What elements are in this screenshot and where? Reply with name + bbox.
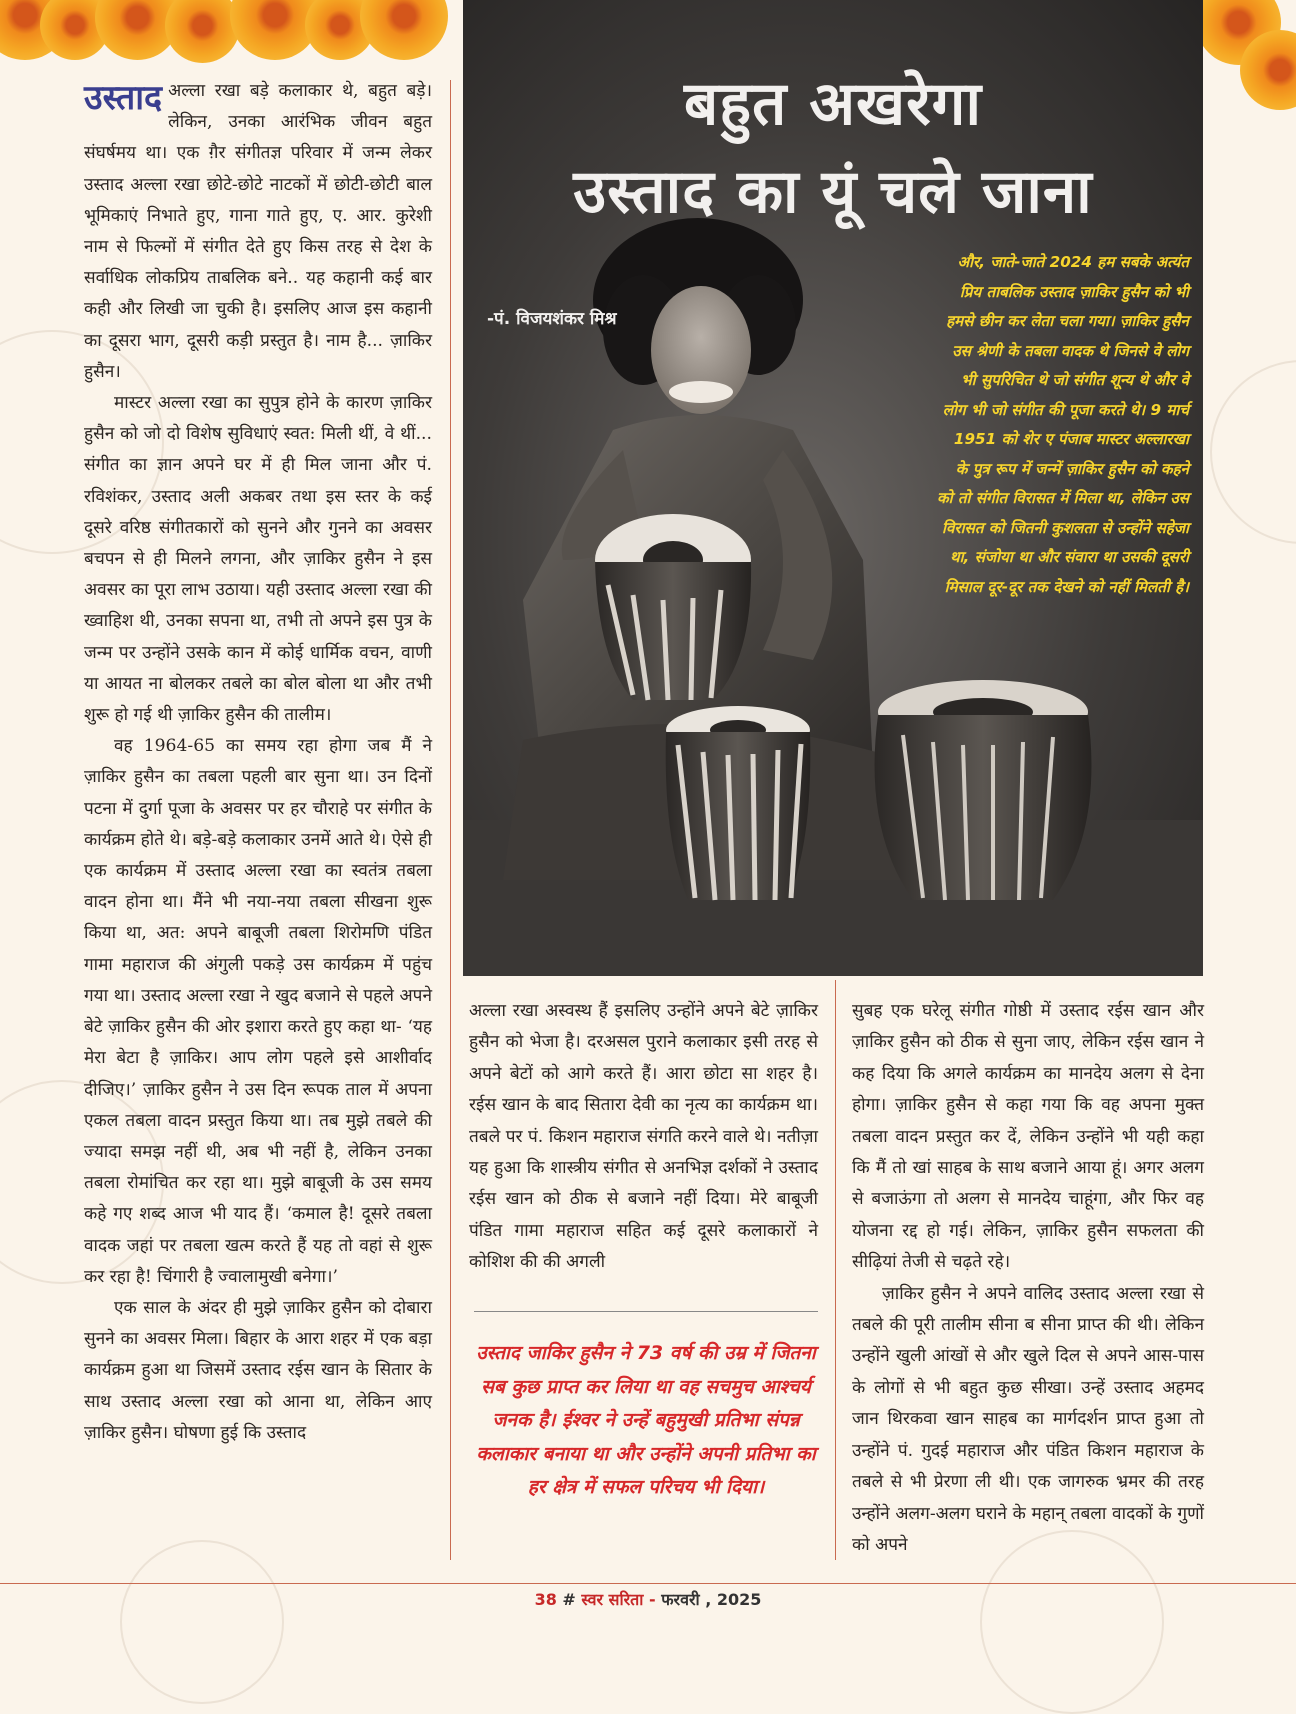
page-footer xyxy=(0,1588,1296,1610)
marigold-flower xyxy=(360,0,448,60)
issue-date: फरवरी , 2025 xyxy=(661,1590,762,1609)
left-article-column xyxy=(84,76,432,1449)
byline: -पं. विजयशंकर मिश्र xyxy=(487,309,617,329)
left-paragraph: उस्ताद अल्ला रखा बड़े कलाकार थे, बहुत बड़े। लेकिन, उनका आरंभिक जीवन बहुत संघर्षमय था। एक ग़ैर संगीतज्ञ परिवार में जन्म लेकर उस्ताद अल्ला रखा छोटे-छोटे नाटकों में छोटी-छोटी बाल भूमिकाएं निभाते हुए, गाना गाते हुए, ए. आर. कुरेशी नाम से फिल्मों में संगीत देते हुए किस तरह से देश के सर्वाधिक लोकप्रिय ताबलिक बने.. यह कहानी कई बार कही और लिखी जा चुकी है। इसलिए आज इस कहानी का दूसरा भाग, दूसरी कड़ी प्रस्तुत है। नाम है... ज़ाकिर हुसैन। xyxy=(84,78,432,382)
right-paragraph: सुबह एक घरेलू संगीत गोष्ठी में उस्ताद रईस खान और ज़ाकिर हुसैन को ठीक से सुना जाए, लेकिन रईस खान ने कह दिया कि अगले कार्यक्रम का मानदेय अलग से देना होगा। ज़ाकिर हुसैन से कहा गया कि वह अपना मुक्त तबला वादन प्रस्तुत कर दें, लेकिन उन्होंने भी यही कहा कि मैं तो खां साहब के साथ बजाने आया हूं। अगर अलग से बजाऊंगा तो अलग से मानदेय चाहूंगा, और फिर वह योजना रद्द हो गई। लेकिन, ज़ाकिर हुसैन सफलता की सीढ़ियां तेजी से चढ़ते रहे। xyxy=(852,1001,1204,1273)
footer-dash: - xyxy=(648,1590,656,1609)
intro-text: और, जाते-जाते 2024 हम सबके अत्यंत प्रिय ताबलिक उस्ताद ज़ाकिर हुसैन को भी हमसे छीन कर लेता चला गया। ज़ाकिर हुसैन उस श्रेणी के तबला वादक थे जिनसे वे लोग भी सुपरिचित थे जो संगीत शून्य थे और वे लोग भी जो संगीत की पूजा करते थे। 9 मार्च 1951 को शेर ए पंजाब मास्टर अल्लारखा के पुत्र रूप में जन्में ज़ाकिर हुसैन को कहने को तो संगीत विरासत में मिला था, लेकिन उस विरासत को जितनी कुशलता से उन्होंने सहेजा था, संजोया था और संवारा था उसकी दूसरी मिसाल दूर-दूर तक देखने को नहीं मिलती है। xyxy=(937,253,1189,596)
middle-paragraph: अल्ला रखा अस्वस्थ हैं इसलिए उन्होंने अपने बेटे ज़ाकिर हुसैन को भेजा है। दरअसल पुराने कलाकार इसी तरह से अपने बेटों को आगे करते हैं। आरा छोटा सा शहर है। रईस खान के बाद सितारा देवी का नृत्य का कार्यक्रम था। तबले पर पं. किशन महाराज संगति करने वाले थे। नतीज़ा यह हुआ कि शास्त्रीय संगीत से अनभिज्ञ दर्शकों ने उस्ताद रईस खान को ठीक से बजाने नहीं दिया। मेरे बाबूजी पंडित गामा महाराज सहित कई दूसरे कलाकारों ने कोशिश की की अगली xyxy=(469,1001,818,1273)
left-paragraph: मास्टर अल्ला रखा का सुपुत्र होने के कारण ज़ाकिर हुसैन को जो दो विशेष सुविधाएं स्वत: मिली थीं, वे थीं... संगीत का ज्ञान अपने घर में ही मिल जाना और पं. रविशंकर, उस्ताद अली अकबर तथा इस स्तर के कई दूसरे वरिष्ठ संगीतकारों को सुनने और गुनने का अवसर बचपन से ही मिलने लगना, और ज़ाकिर हुसैन ने इस अवसर का पूरा लाभ उठाया। यही उस्ताद अल्ला रखा की ख्वाहिश थी, उनका सपना था, तभी तो अपने इस पुत्र के जन्म पर उन्होंने उसके कान में कोई धार्मिक वचन, वाणी या आयत ना बोलकर तबले का बोल बोला था और तभी शुरू हो गई थी ज़ाकिर हुसैन की तालीम। xyxy=(84,393,432,726)
footer-separator: # xyxy=(562,1590,576,1609)
left-paragraph: वह 1964-65 का समय रहा होगा जब मैं ने ज़ाकिर हुसैन का तबला पहली बार सुना था। उन दिनों पटना में दुर्गा पूजा के अवसर पर हर चौराहे पर संगीत के कार्यक्रम होते थे। बड़े-बड़े कलाकार उनमें आते थे। ऐसे ही एक कार्यक्रम में उस्ताद अल्ला रखा का स्वतंत्र तबला वादन होना था। मैंने भी नया-नया तबला सीखना शुरू किया था, अत: अपने बाबूजी तबला शिरोमणि पंडित गामा महाराज की अंगुली पकड़े उस कार्यक्रम में पहुंच गया था। उस्ताद अल्ला रखा ने खुद बजाने से पहले अपने बेटे ज़ाकिर हुसैन की ओर इशारा करते हुए कहा था- ‘यह मेरा बेटा है ज़ाकिर। आप लोग पहले इसे आशीर्वाद दीजिए।’ ज़ाकिर हुसैन ने उस दिन रूपक ताल में अपना एकल तबला वादन प्रस्तुत किया था। तब मुझे तबले की ज्यादा समझ नहीं थी, अब भी नहीं है, लेकिन उनका तबला रोमांचित कर रहा था। मुझे बाबूजी के उस समय कहे गए शब्द आज भी याद हैं। ‘कमाल है! दूसरे तबला वादक जहां पर तबला खत्म करते हैं यह तो वहां से शुरू कर रहा है! चिंगारी है ज्वालामुखी बनेगा।’ xyxy=(84,736,432,1287)
middle-article-column xyxy=(469,996,818,1279)
column-divider xyxy=(450,80,451,1560)
column-divider xyxy=(835,980,836,1560)
left-paragraph: एक साल के अंदर ही मुझे ज़ाकिर हुसैन को दोबारा सुनने का अवसर मिला। बिहार के आरा शहर में एक बड़ा कार्यक्रम हुआ था जिसमें उस्ताद रईस खान के सितार के साथ उस्ताद अल्ला रखा को आना था, लेकिन आए ज़ाकिर हुसैन। घोषणा हुई कि उस्ताद xyxy=(84,1297,432,1443)
headline-line-2: उस्ताद का यूं चले जाना xyxy=(573,157,1093,227)
mandala-decoration-right xyxy=(1210,360,1296,544)
footer-rule xyxy=(0,1583,1296,1584)
drop-word: उस्ताद xyxy=(84,78,163,118)
page-number: 38 xyxy=(534,1590,557,1609)
mandala-decoration-bottom xyxy=(120,1540,284,1704)
magazine-name: स्वर सरिता xyxy=(581,1590,644,1609)
right-paragraph: ज़ाकिर हुसैन ने अपने वालिद उस्ताद अल्ला रखा से तबले की पूरी तालीम सीना ब सीना प्राप्त की थी। लेकिन उन्होंने खुली आंखों से और खुले दिल से अपने आस-पास के लोगों से भी बहुत कुछ सीखा। उन्हें उस्ताद अहमद जान थिरकवा खान साहब का मार्गदर्शन प्राप्त हुआ तो उन्होंने पं. गुदई महाराज और पंडित किशन महाराज के तबले से भी प्रेरणा ली थी। एक जागरुक भ्रमर की तरह उन्होंने अलग-अलग घराने के महान् तबला वादकों के गुणों को अपने xyxy=(852,1283,1204,1555)
pullquote: उस्ताद जाकिर हुसैन ने 73 वर्ष की उम्र में जितना सब कुछ प्राप्त कर लिया था वह सचमुच आश्चर्य जनक है। ईश्वर ने उन्हें बहुमुखी प्रतिभा संपन्न कलाकार बनाया था और उन्होंने अपनी प्रतिभा का हर क्षेत्र में सफल परिचय भी दिया। xyxy=(476,1342,816,1498)
hero-photo xyxy=(463,0,1203,976)
right-article-column xyxy=(852,996,1204,1561)
headline-line-1: बहुत अखरेगा xyxy=(684,69,982,139)
marigold-flower xyxy=(165,0,240,63)
pullquote-rule xyxy=(474,1311,818,1312)
